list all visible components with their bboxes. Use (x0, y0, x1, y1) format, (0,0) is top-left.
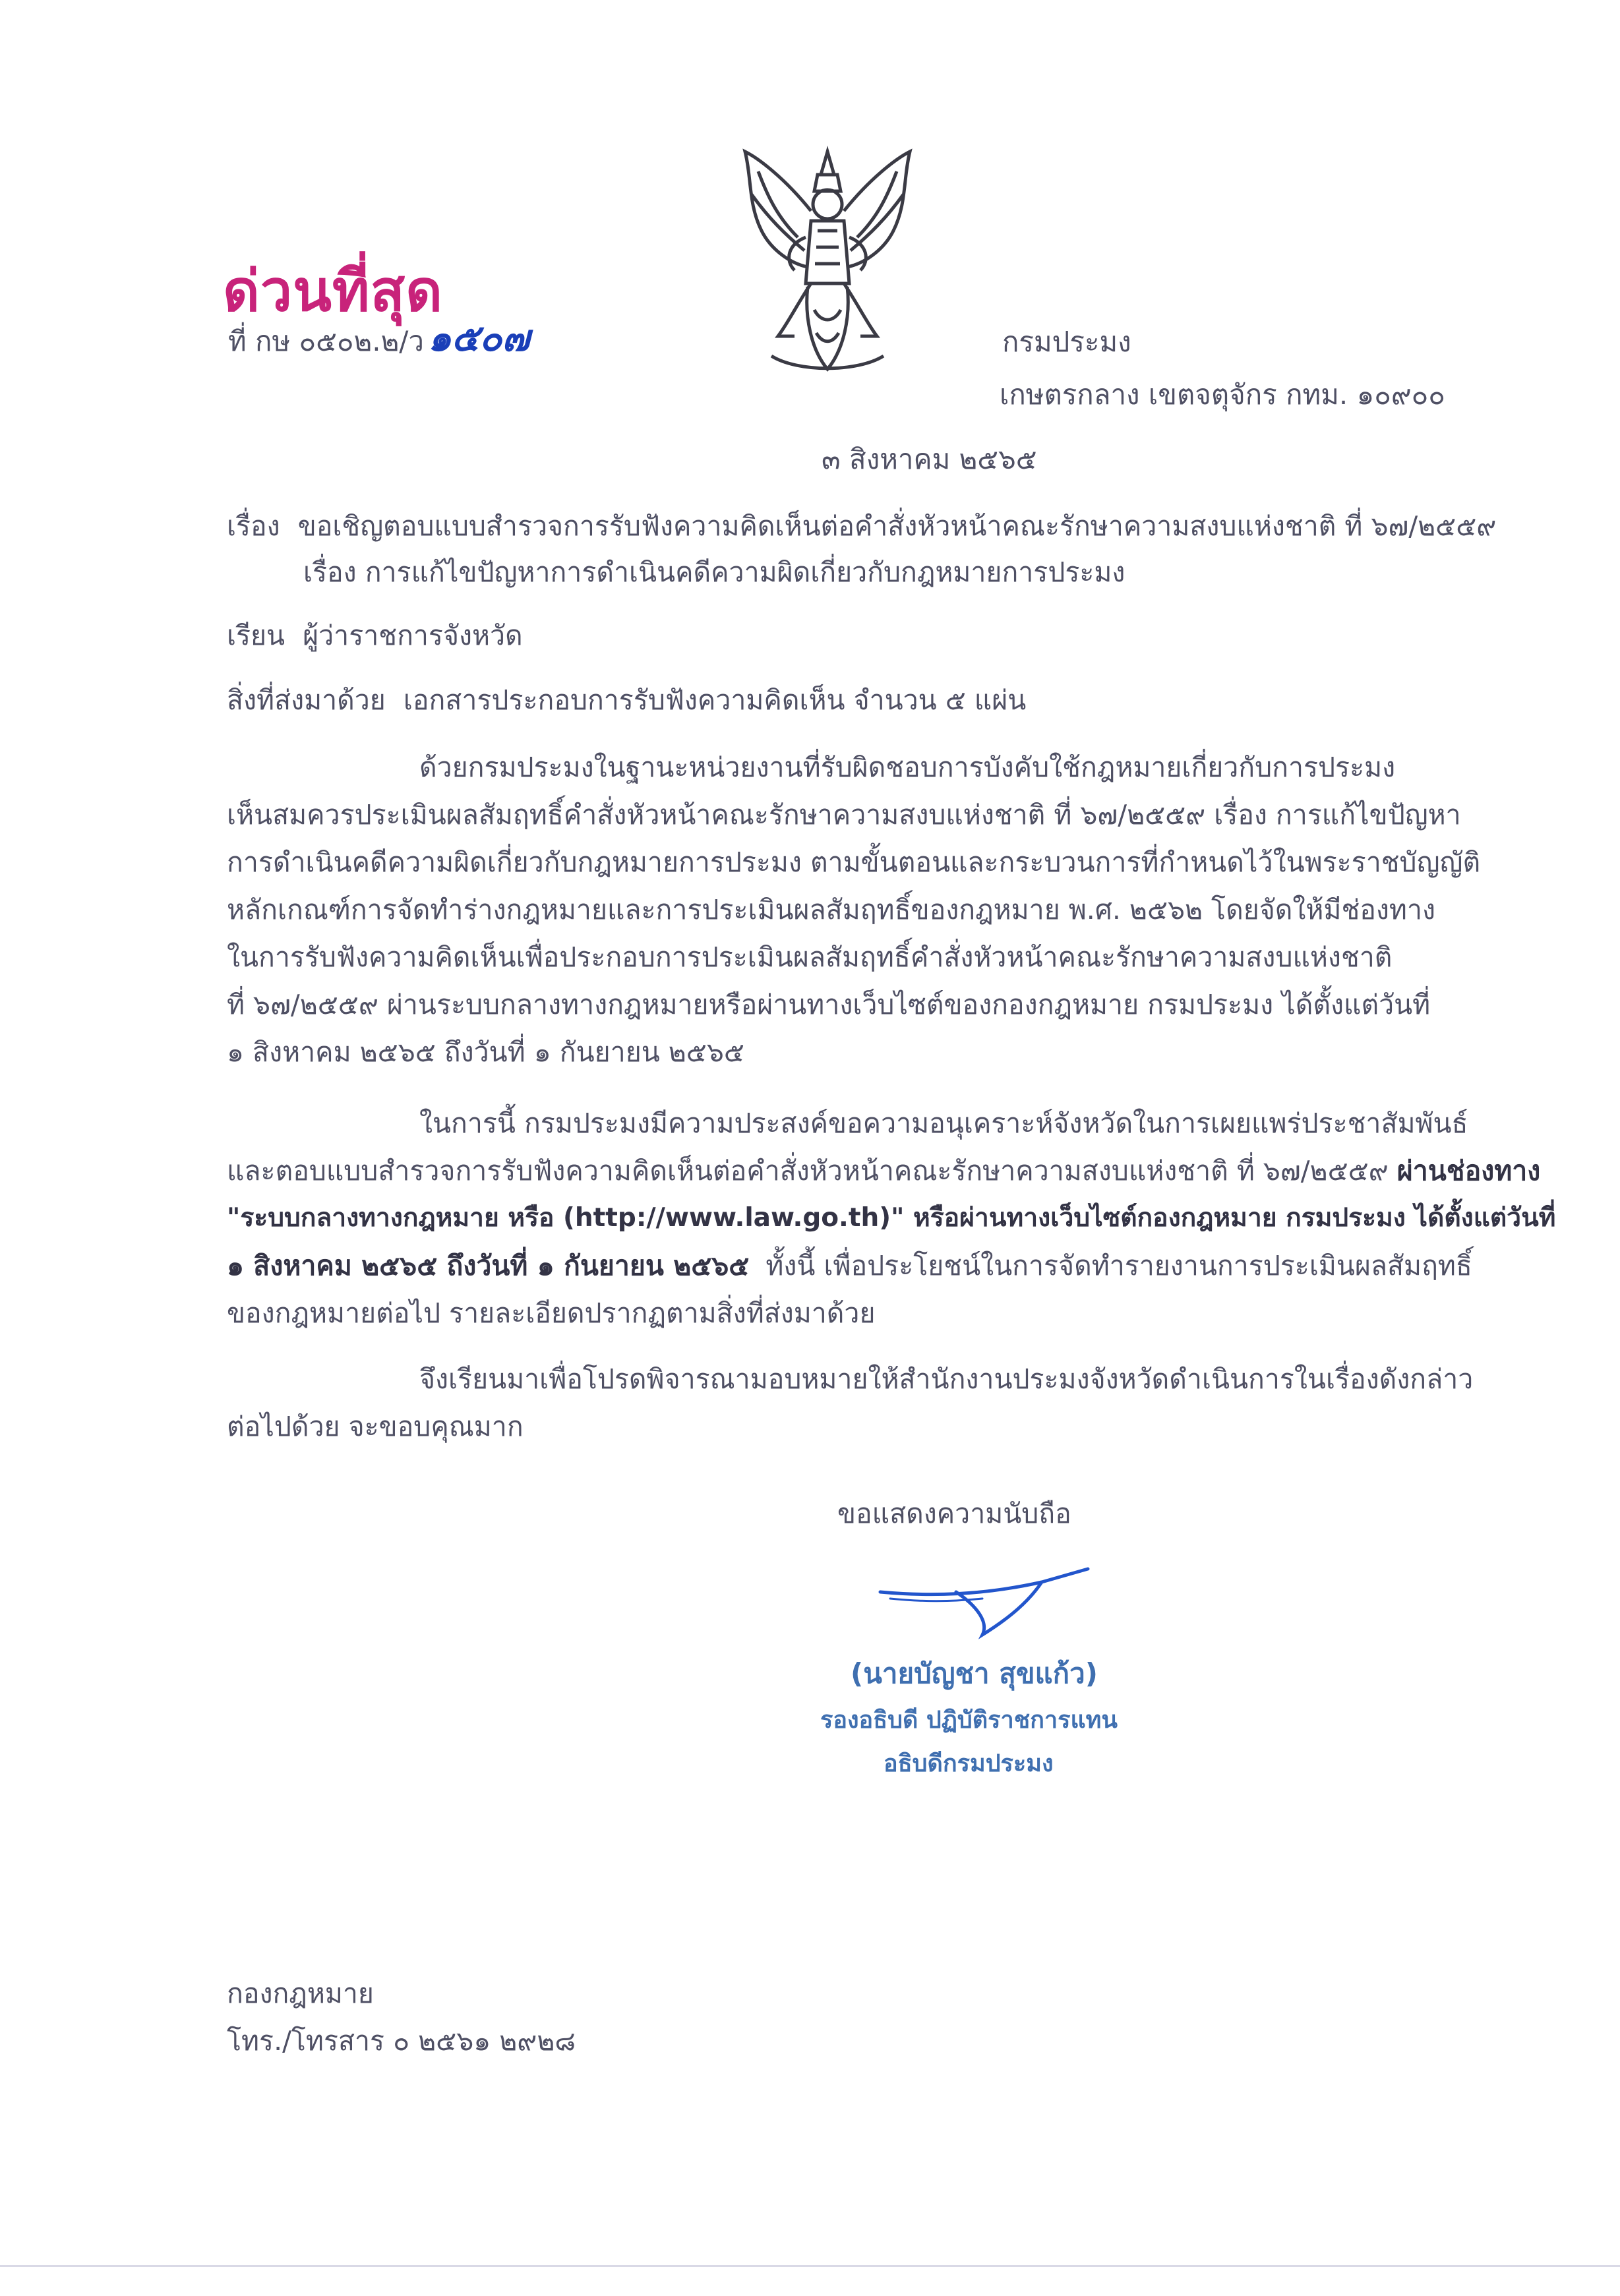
paragraph-2-line-4 (227, 1245, 1472, 1287)
paragraph-1-line-7: ๑ สิงหาคม ๒๕๖๕ ถึงวันที่ ๑ กันยายน ๒๕๖๕ (227, 1036, 744, 1068)
paragraph-2-line-2-bold: ผ่านช่องทาง (1396, 1155, 1541, 1187)
subject-line1: ขอเชิญตอบแบบสำรวจการรับฟังความคิดเห็นต่อคำสั่งหัวหน้าคณะรักษาความสงบแห่งชาติ ที่ ๖๗/๒๕๕๙ (297, 510, 1497, 542)
page-bottom-edge (0, 2265, 1620, 2267)
reference-number (228, 309, 529, 367)
subject-line2: เรื่อง การแก้ไขปัญหาการดำเนินคดีความผิดเกี่ยวกับกฎหมายการประมง (303, 556, 1125, 588)
reference-handwritten-number: ๑๕๐๗ (428, 317, 530, 360)
subject (227, 505, 1496, 548)
urgency-label: ด่วนที่สุด (223, 258, 443, 324)
org-name: กรมประมง (1002, 326, 1131, 358)
signatory-position-1: รองอธิบดี ปฏิบัติราชการแทน (820, 1707, 1118, 1734)
paragraph-3-line-1: จึงเรียนมาเพื่อโปรดพิจารณามอบหมายให้สำนักงานประมงจังหวัดดำเนินการในเรื่องดังกล่าว (419, 1363, 1474, 1395)
signatory-name: (นายบัญชา สุขแก้ว) (851, 1657, 1098, 1690)
paragraph-2-line-5: ของกฎหมายต่อไป รายละเอียดปรากฏตามสิ่งที่ส่งมาด้วย (227, 1297, 876, 1329)
recipient (227, 614, 523, 657)
paragraph-2-line-4-text: ทั้งนี้ เพื่อประโยชน์ในการจัดทำรายงานการประเมินผลสัมฤทธิ์ (765, 1250, 1472, 1281)
letter-date: ๓ สิงหาคม ๒๕๖๕ (822, 443, 1037, 475)
paragraph-2-line-2-text: และตอบแบบสำรวจการรับฟังความคิดเห็นต่อคำสั่งหัวหน้าคณะรักษาความสงบแห่งชาติ ที่ ๖๗/๒๕๕๙ (227, 1155, 1389, 1187)
org-address: เกษตรกลาง เขตจตุจักร กทม. ๑๐๙๐๐ (1000, 378, 1445, 411)
recipient-label: เรียน (227, 620, 285, 651)
enclosure-value: เอกสารประกอบการรับฟังความคิดเห็น จำนวน ๕ แผ่น (403, 684, 1027, 716)
paragraph-1-line-2: เห็นสมควรประเมินผลสัมฤทธิ์คำสั่งหัวหน้าคณะรักษาความสงบแห่งชาติ ที่ ๖๗/๒๕๕๙ เรื่อง การแก้ไขปัญหา (227, 799, 1461, 831)
footer-phone: โทร./โทรสาร ๐ ๒๕๖๑ ๒๙๒๘ (227, 2025, 576, 2057)
paragraph-2-line-1: ในการนี้ กรมประมงมีความประสงค์ขอความอนุเคราะห์จังหวัดในการเผยแพร่ประชาสัมพันธ์ (419, 1107, 1468, 1139)
paragraph-2-line-2 (227, 1150, 1540, 1192)
footer-division: กองกฎหมาย (227, 1978, 374, 2009)
garuda-emblem (732, 138, 923, 382)
recipient-value: ผู้ว่าราชการจังหวัด (303, 620, 523, 651)
paragraph-1-line-6: ที่ ๖๗/๒๕๕๙ ผ่านระบบกลางทางกฎหมายหรือผ่านทางเว็บไซต์ของกองกฎหมาย กรมประมง ได้ตั้งแต่วันที่ (227, 989, 1431, 1020)
paragraph-1-line-1: ด้วยกรมประมงในฐานะหน่วยงานที่รับผิดชอบการบังคับใช้กฎหมายเกี่ยวกับการประมง (419, 751, 1396, 783)
closing-salutation: ขอแสดงความนับถือ (837, 1498, 1071, 1529)
paragraph-1-line-3: การดำเนินคดีความผิดเกี่ยวกับกฎหมายการประมง ตามขั้นตอนและกระบวนการที่กำหนดไว้ในพระราชบัญญัติ (227, 846, 1481, 878)
reference-prefix: ที่ กษ ๐๕๐๒.๒/ว (228, 325, 425, 357)
subject-label: เรื่อง (227, 510, 280, 542)
enclosure-label: สิ่งที่ส่งมาด้วย (227, 684, 386, 716)
paragraph-1-line-4: หลักเกณฑ์การจัดทำร่างกฎหมายและการประเมินผลสัมฤทธิ์ของกฎหมาย พ.ศ. ๒๕๖๒ โดยจัดให้มีช่องทาง (227, 894, 1435, 926)
paragraph-1-line-5: ในการรับฟังความคิดเห็นเพื่อประกอบการประเมินผลสัมฤทธิ์คำสั่งหัวหน้าคณะรักษาความสงบแห่งชาติ (227, 941, 1393, 973)
signature-mark (877, 1556, 1095, 1641)
paragraph-2-line-4-bold: ๑ สิงหาคม ๒๕๖๕ ถึงวันที่ ๑ กันยายน ๒๕๖๕ (227, 1250, 750, 1281)
paragraph-2-line-3: "ระบบกลางทางกฎหมาย หรือ (http://www.law.go.th)" หรือผ่านทางเว็บไซต์กองกฎหมาย กรมประมง ได้ตั้งแต่วันที่ (227, 1203, 1556, 1233)
paragraph-3-line-2: ต่อไปด้วย จะขอบคุณมาก (227, 1411, 524, 1442)
enclosure (227, 679, 1026, 722)
signatory-position-2: อธิบดีกรมประมง (884, 1750, 1054, 1777)
